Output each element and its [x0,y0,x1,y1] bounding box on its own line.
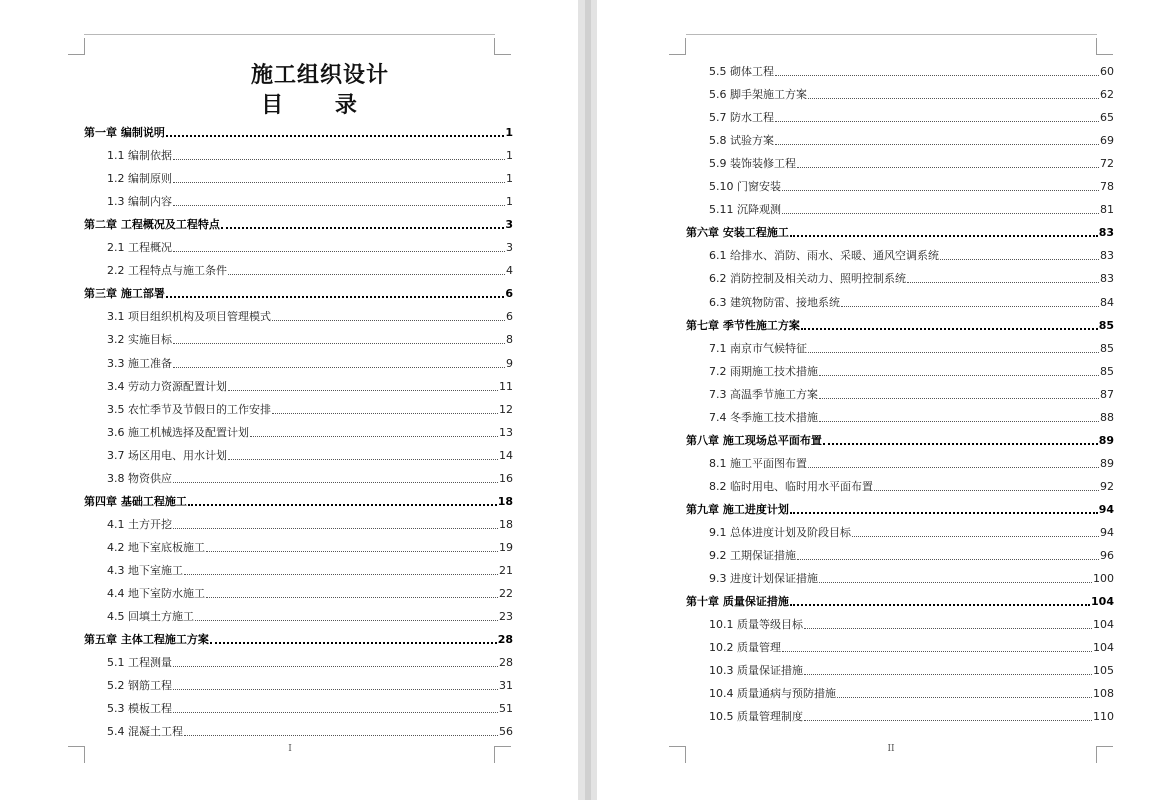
toc-entry-label: 第四章 基础工程施工 [84,494,187,508]
toc-entry-label: 第九章 施工进度计划 [686,502,789,516]
toc-section-entry[interactable] [686,287,1114,310]
toc-chapter-entry[interactable] [686,311,1114,334]
toc-entry-page-number: 60 [1100,65,1114,79]
toc-entry-label: 1.3 编制内容 [107,195,172,209]
margin-corner-mark [68,746,85,763]
toc-dot-leader [790,235,1098,237]
toc-entry-page-number: 3 [506,241,513,255]
toc-entry-page-number: 8 [506,333,513,347]
toc-dot-leader [797,167,1099,168]
toc-section-entry[interactable] [84,717,513,740]
toc-dot-leader [823,443,1098,445]
toc-entry-label: 第五章 主体工程施工方案 [84,633,209,647]
toc-section-entry[interactable] [686,702,1114,725]
toc-section-entry[interactable] [84,395,513,418]
toc-dot-leader [173,159,505,160]
toc-dot-leader [228,274,505,275]
toc-chapter-entry[interactable] [84,625,513,648]
toc-entry-page-number: 104 [1091,595,1114,609]
toc-dot-leader [790,604,1090,606]
toc-section-entry[interactable] [84,441,513,464]
toc-entry-label: 5.8 试验方案 [709,134,774,148]
toc-entry-page-number: 28 [499,656,513,670]
toc-entry-page-number: 85 [1098,318,1114,332]
toc-dot-leader [228,390,498,391]
toc-section-entry[interactable] [686,334,1114,357]
toc-dot-leader [195,620,498,621]
toc-dot-leader [782,651,1092,652]
toc-section-entry[interactable] [84,187,513,210]
toc-dot-leader [808,467,1099,468]
toc-entry-page-number: 11 [499,379,513,393]
page-number: I [288,744,292,754]
toc-dot-leader [206,551,498,552]
toc-dot-leader [228,459,498,460]
toc-entry-page-number: 6 [505,287,513,301]
toc-dot-leader [907,282,1099,283]
toc-dot-leader [173,367,505,368]
toc-section-entry[interactable] [686,241,1114,264]
toc-entry-page-number: 18 [497,494,513,508]
toc-entry-page-number: 4 [506,264,513,278]
toc-dot-leader [819,582,1092,583]
toc-section-entry[interactable] [84,694,513,717]
toc-entry-page-number: 108 [1093,687,1114,701]
toc-chapter-entry[interactable] [686,587,1114,610]
page-gap-divider [585,0,591,800]
toc-entry-page-number: 1 [506,149,513,163]
toc-entry-label: 5.6 脚手架施工方案 [709,88,807,102]
toc-entry-page-number: 1 [506,195,513,209]
toc-entry-page-number: 110 [1093,710,1114,724]
page-number: II [887,744,895,754]
toc-dot-leader [874,490,1099,491]
toc-dot-leader [173,205,505,206]
toc-section-entry[interactable] [686,195,1114,218]
toc-entry-page-number: 72 [1100,157,1114,171]
toc-dot-leader [173,182,505,183]
header-rule [84,34,495,35]
toc-entry-label: 2.1 工程概况 [107,241,172,255]
toc-entry-page-number: 69 [1100,134,1114,148]
toc-chapter-entry[interactable] [84,279,513,302]
toc-entry-page-number: 96 [1100,549,1114,563]
toc-dot-leader [184,735,498,736]
toc-dot-leader [797,559,1099,560]
toc-entry-label: 6.2 消防控制及相关动力、照明控制系统 [709,272,906,286]
toc-chapter-entry[interactable] [686,426,1114,449]
toc-entry-page-number: 22 [499,586,513,600]
toc-entry-label: 5.5 砌体工程 [709,65,774,79]
toc-entry-page-number: 89 [1098,433,1114,447]
toc-dot-leader [940,259,1099,260]
toc-entry-label: 3.1 项目组织机构及项目管理模式 [107,310,271,324]
toc-section-entry[interactable] [84,418,513,441]
document-title: 施工组织设计 [250,62,389,88]
toc-entry-page-number: 18 [499,517,513,531]
toc-dot-leader [173,666,498,667]
toc-section-entry[interactable] [84,348,513,371]
toc-section-entry[interactable] [686,518,1114,541]
toc-entry-label: 第七章 季节性施工方案 [686,318,800,332]
toc-entry-label: 4.5 回填土方施工 [107,610,194,624]
toc-entry-label: 4.4 地下室防水施工 [107,586,205,600]
toc-entry-label: 3.2 实施目标 [107,333,172,347]
toc-dot-leader [804,628,1092,629]
toc-entry-label: 3.4 劳动力资源配置计划 [107,379,227,393]
toc-entry-page-number: 83 [1098,226,1114,240]
toc-section-entry[interactable] [84,556,513,579]
toc-dot-leader [801,328,1098,330]
margin-corner-mark [68,38,85,55]
toc-dot-leader [250,436,498,437]
toc-section-entry[interactable] [84,648,513,671]
toc-entry-label: 5.2 钢筋工程 [107,679,172,693]
toc-entry-page-number: 94 [1100,525,1114,539]
toc-section-entry[interactable] [686,541,1114,564]
toc-entry-page-number: 83 [1100,272,1114,286]
toc-dot-leader [804,720,1092,721]
toc-section-entry[interactable] [686,564,1114,587]
toc-entry-label: 4.2 地下室底板施工 [107,540,205,554]
toc-section-entry[interactable] [84,164,513,187]
margin-corner-mark [494,746,511,763]
toc-entry-label: 3.8 物资供应 [107,471,172,485]
toc-section-entry[interactable] [84,372,513,395]
toc-entry-label: 5.9 装饰装修工程 [709,157,796,171]
toc-entry-page-number: 13 [499,425,513,439]
toc-dot-leader [782,213,1099,214]
toc-dot-leader [173,528,498,529]
toc-section-entry[interactable] [686,103,1114,126]
toc-entry-label: 4.1 土方开挖 [107,517,172,531]
toc-section-entry[interactable] [686,380,1114,403]
toc-chapter-entry[interactable] [84,487,513,510]
toc-dot-leader [775,144,1099,145]
table-of-contents-continued [686,57,1114,725]
toc-entry-page-number: 65 [1100,111,1114,125]
toc-entry-label: 7.2 雨期施工技术措施 [709,364,818,378]
toc-dot-leader [166,296,505,298]
margin-corner-mark [1096,38,1113,55]
toc-section-entry[interactable] [84,302,513,325]
toc-entry-label: 3.5 农忙季节及节假日的工作安排 [107,402,271,416]
toc-entry-page-number: 78 [1100,180,1114,194]
toc-entry-label: 10.2 质量管理 [709,641,781,655]
toc-dot-leader [808,98,1099,99]
toc-entry-page-number: 9 [506,356,513,370]
toc-entry-label: 5.11 沉降观测 [709,203,781,217]
toc-entry-page-number: 21 [499,563,513,577]
margin-corner-mark [1096,746,1113,763]
toc-entry-page-number: 105 [1093,664,1114,678]
toc-dot-leader [819,421,1099,422]
toc-section-entry[interactable] [84,464,513,487]
toc-entry-page-number: 94 [1098,502,1114,516]
toc-entry-label: 7.4 冬季施工技术措施 [709,410,818,424]
toc-chapter-entry[interactable] [84,118,513,141]
toc-entry-label: 7.3 高温季节施工方案 [709,387,818,401]
toc-entry-label: 第三章 施工部署 [84,287,165,301]
toc-dot-leader [837,697,1092,698]
toc-section-entry[interactable] [686,357,1114,380]
toc-section-entry[interactable] [84,233,513,256]
toc-entry-label: 2.2 工程特点与施工条件 [107,264,227,278]
toc-entry-page-number: 83 [1100,249,1114,263]
toc-entry-label: 5.10 门窗安装 [709,180,781,194]
table-of-contents [84,118,513,740]
toc-entry-label: 5.4 混凝土工程 [107,725,183,739]
toc-entry-label: 1.1 编制依据 [107,149,172,163]
toc-dot-leader [166,135,505,137]
toc-dot-leader [775,121,1099,122]
toc-section-entry[interactable] [686,449,1114,472]
toc-dot-leader [852,536,1099,537]
toc-dot-leader [804,674,1092,675]
toc-entry-page-number: 62 [1100,88,1114,102]
toc-section-entry[interactable] [84,141,513,164]
toc-entry-label: 3.7 场区用电、用水计划 [107,448,227,462]
toc-entry-label: 第八章 施工现场总平面布置 [686,433,822,447]
toc-section-entry[interactable] [686,472,1114,495]
toc-entry-label: 9.3 进度计划保证措施 [709,572,818,586]
toc-entry-page-number: 85 [1100,364,1114,378]
toc-section-entry[interactable] [84,533,513,556]
toc-entry-label: 8.2 临时用电、临时用水平面布置 [709,479,873,493]
toc-entry-page-number: 84 [1100,295,1114,309]
toc-entry-page-number: 87 [1100,387,1114,401]
toc-entry-label: 5.3 模板工程 [107,702,172,716]
header-rule [686,34,1097,35]
toc-chapter-entry[interactable] [686,495,1114,518]
toc-entry-page-number: 104 [1093,618,1114,632]
toc-dot-leader [184,574,498,575]
toc-section-entry[interactable] [686,403,1114,426]
toc-entry-page-number: 56 [499,725,513,739]
toc-dot-leader [173,482,498,483]
margin-corner-mark [669,746,686,763]
toc-entry-label: 4.3 地下室施工 [107,563,183,577]
toc-dot-leader [790,512,1098,514]
toc-section-entry[interactable] [686,679,1114,702]
toc-entry-label: 第二章 工程概况及工程特点 [84,218,220,232]
toc-entry-label: 5.7 防水工程 [709,111,774,125]
toc-entry-label: 3.6 施工机械选择及配置计划 [107,425,249,439]
toc-section-entry[interactable] [686,80,1114,103]
toc-dot-leader [173,343,505,344]
toc-entry-page-number: 51 [499,702,513,716]
toc-section-entry[interactable] [84,510,513,533]
toc-entry-page-number: 100 [1093,572,1114,586]
toc-entry-page-number: 1 [506,172,513,186]
toc-section-entry[interactable] [686,264,1114,287]
toc-entry-label: 10.1 质量等级目标 [709,618,803,632]
toc-entry-page-number: 85 [1100,341,1114,355]
toc-entry-page-number: 88 [1100,410,1114,424]
toc-entry-page-number: 89 [1100,456,1114,470]
toc-dot-leader [775,75,1099,76]
toc-dot-leader [819,375,1099,376]
toc-section-entry[interactable] [686,172,1114,195]
toc-section-entry[interactable] [84,579,513,602]
toc-entry-label: 7.1 南京市气候特征 [709,341,807,355]
toc-section-entry[interactable] [84,325,513,348]
toc-entry-label: 9.1 总体进度计划及阶段目标 [709,525,851,539]
toc-entry-page-number: 14 [499,448,513,462]
toc-section-entry[interactable] [686,656,1114,679]
toc-entry-page-number: 12 [499,402,513,416]
toc-entry-label: 8.1 施工平面图布置 [709,456,807,470]
toc-chapter-entry[interactable] [686,218,1114,241]
toc-section-entry[interactable] [686,126,1114,149]
toc-chapter-entry[interactable] [84,210,513,233]
toc-section-entry[interactable] [84,671,513,694]
toc-entry-page-number: 16 [499,471,513,485]
toc-dot-leader [819,398,1099,399]
toc-dot-leader [782,190,1099,191]
toc-dot-leader [173,712,498,713]
toc-entry-label: 6.3 建筑物防雷、接地系统 [709,295,840,309]
toc-heading: 目 录 [261,92,379,118]
toc-entry-page-number: 6 [506,310,513,324]
toc-entry-page-number: 31 [499,679,513,693]
toc-entry-page-number: 104 [1093,641,1114,655]
toc-entry-page-number: 92 [1100,479,1114,493]
margin-corner-mark [494,38,511,55]
toc-entry-label: 第一章 编制说明 [84,126,165,140]
toc-dot-leader [808,352,1099,353]
toc-dot-leader [173,689,498,690]
margin-corner-mark [669,38,686,55]
toc-entry-label: 1.2 编制原则 [107,172,172,186]
toc-entry-page-number: 28 [497,633,513,647]
toc-entry-label: 10.5 质量管理制度 [709,710,803,724]
toc-section-entry[interactable] [686,149,1114,172]
toc-dot-leader [221,227,505,229]
toc-dot-leader [210,642,497,644]
toc-section-entry[interactable] [686,633,1114,656]
toc-entry-page-number: 23 [499,610,513,624]
toc-section-entry[interactable] [84,602,513,625]
toc-section-entry[interactable] [84,256,513,279]
toc-entry-page-number: 3 [505,218,513,232]
toc-dot-leader [188,504,497,506]
toc-entry-label: 第十章 质量保证措施 [686,595,789,609]
toc-dot-leader [272,413,498,414]
toc-entry-label: 10.4 质量通病与预防措施 [709,687,836,701]
toc-entry-label: 第六章 安装工程施工 [686,226,789,240]
toc-entry-label: 9.2 工期保证措施 [709,549,796,563]
toc-entry-page-number: 19 [499,540,513,554]
toc-section-entry[interactable] [686,610,1114,633]
toc-dot-leader [173,251,505,252]
toc-dot-leader [272,320,505,321]
toc-entry-page-number: 1 [505,126,513,140]
toc-entry-label: 5.1 工程测量 [107,656,172,670]
toc-entry-label: 6.1 给排水、消防、雨水、采暖、通风空调系统 [709,249,939,263]
toc-entry-label: 3.3 施工准备 [107,356,172,370]
toc-dot-leader [841,306,1099,307]
toc-entry-page-number: 81 [1100,203,1114,217]
toc-entry-label: 10.3 质量保证措施 [709,664,803,678]
toc-dot-leader [206,597,498,598]
toc-section-entry[interactable] [686,57,1114,80]
